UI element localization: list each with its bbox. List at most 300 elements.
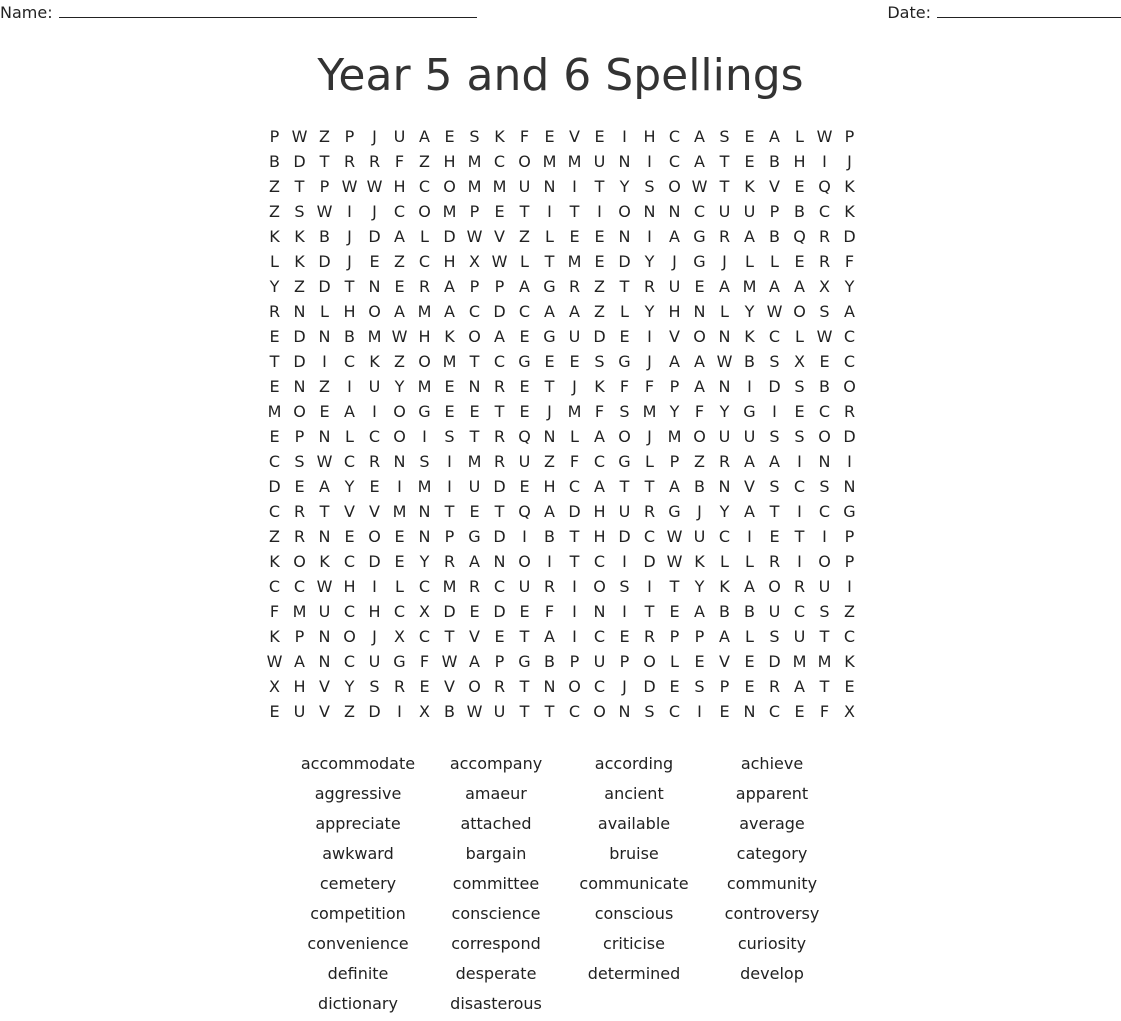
grid-letter[interactable]: K <box>319 552 330 571</box>
grid-letter[interactable]: M <box>742 277 757 296</box>
grid-letter[interactable]: G <box>668 502 681 521</box>
grid-letter[interactable]: L <box>520 252 529 271</box>
grid-letter[interactable]: M <box>567 252 582 271</box>
grid-letter[interactable]: E <box>519 327 530 346</box>
grid-letter[interactable]: O <box>693 327 706 346</box>
grid-letter[interactable]: I <box>372 402 377 421</box>
grid-letter[interactable]: P <box>294 427 305 446</box>
grid-letter[interactable]: T <box>819 677 830 696</box>
grid-letter[interactable]: E <box>794 702 805 721</box>
grid-letter[interactable]: L <box>745 552 754 571</box>
grid-letter[interactable]: L <box>320 302 329 321</box>
grid-letter[interactable]: W <box>666 527 683 546</box>
grid-letter[interactable]: W <box>391 327 408 346</box>
grid-letter[interactable]: G <box>618 352 631 371</box>
grid-letter[interactable]: I <box>522 527 527 546</box>
grid-letter[interactable]: U <box>393 127 406 146</box>
grid-letter[interactable]: I <box>597 202 602 221</box>
grid-letter[interactable]: T <box>544 702 555 721</box>
grid-letter[interactable]: B <box>444 702 455 721</box>
grid-letter[interactable]: J <box>347 252 352 271</box>
grid-letter[interactable]: S <box>769 352 780 371</box>
grid-letter[interactable]: A <box>844 302 855 321</box>
grid-letter[interactable]: W <box>491 252 508 271</box>
grid-letter[interactable]: P <box>719 677 730 696</box>
grid-letter[interactable]: Z <box>319 127 330 146</box>
grid-letter[interactable]: I <box>347 202 352 221</box>
grid-letter[interactable]: I <box>622 127 627 146</box>
grid-letter[interactable]: I <box>797 502 802 521</box>
grid-letter[interactable]: L <box>795 127 804 146</box>
grid-letter[interactable]: A <box>319 477 330 496</box>
grid-letter[interactable]: J <box>372 627 377 646</box>
grid-letter[interactable]: U <box>743 202 756 221</box>
grid-letter[interactable]: C <box>843 627 856 646</box>
grid-letter[interactable]: U <box>718 427 731 446</box>
grid-letter[interactable]: D <box>493 602 506 621</box>
grid-letter[interactable]: T <box>644 477 655 496</box>
grid-letter[interactable]: U <box>618 502 631 521</box>
grid-letter[interactable]: L <box>545 227 554 246</box>
grid-letter[interactable]: P <box>344 127 355 146</box>
grid-letter[interactable]: O <box>618 202 631 221</box>
grid-letter[interactable]: Z <box>519 227 530 246</box>
grid-letter[interactable]: U <box>768 602 781 621</box>
grid-letter[interactable]: W <box>816 327 833 346</box>
grid-letter[interactable]: M <box>817 652 832 671</box>
grid-letter[interactable]: J <box>572 377 577 396</box>
grid-letter[interactable]: E <box>394 527 405 546</box>
grid-letter[interactable]: N <box>418 527 431 546</box>
grid-letter[interactable]: Y <box>669 402 680 421</box>
grid-letter[interactable]: R <box>493 427 506 446</box>
grid-letter[interactable]: P <box>844 552 855 571</box>
grid-letter[interactable]: I <box>747 377 752 396</box>
grid-letter[interactable]: A <box>469 652 480 671</box>
grid-letter[interactable]: E <box>694 277 705 296</box>
grid-letter[interactable]: T <box>469 352 480 371</box>
grid-letter[interactable]: O <box>793 302 806 321</box>
grid-letter[interactable]: A <box>769 452 780 471</box>
grid-letter[interactable]: H <box>343 577 356 596</box>
grid-letter[interactable]: P <box>669 377 680 396</box>
grid-letter[interactable]: E <box>594 227 605 246</box>
grid-letter[interactable]: D <box>618 527 631 546</box>
grid-letter[interactable]: A <box>519 277 530 296</box>
grid-letter[interactable]: L <box>720 552 729 571</box>
grid-letter[interactable]: I <box>347 377 352 396</box>
grid-letter[interactable]: E <box>444 377 455 396</box>
grid-letter[interactable]: T <box>469 427 480 446</box>
grid-letter[interactable]: N <box>718 327 731 346</box>
grid-letter[interactable]: J <box>622 677 627 696</box>
grid-letter[interactable]: N <box>318 527 331 546</box>
grid-letter[interactable]: Q <box>518 502 531 521</box>
grid-letter[interactable]: X <box>419 602 430 621</box>
grid-letter[interactable]: E <box>819 352 830 371</box>
grid-letter[interactable]: T <box>519 677 530 696</box>
grid-letter[interactable]: V <box>319 677 330 696</box>
grid-letter[interactable]: R <box>393 677 406 696</box>
grid-letter[interactable]: U <box>743 427 756 446</box>
grid-letter[interactable]: C <box>768 327 781 346</box>
grid-letter[interactable]: O <box>693 427 706 446</box>
grid-letter[interactable]: R <box>718 452 731 471</box>
grid-letter[interactable]: O <box>368 527 381 546</box>
grid-letter[interactable]: K <box>719 577 730 596</box>
grid-letter[interactable]: V <box>744 477 755 496</box>
grid-letter[interactable]: D <box>368 552 381 571</box>
grid-letter[interactable]: E <box>519 402 530 421</box>
grid-letter[interactable]: A <box>744 577 755 596</box>
grid-letter[interactable]: H <box>668 302 681 321</box>
grid-letter[interactable]: E <box>519 377 530 396</box>
grid-letter[interactable]: O <box>293 402 306 421</box>
grid-letter[interactable]: O <box>293 552 306 571</box>
grid-letter[interactable]: S <box>469 127 480 146</box>
grid-letter[interactable]: C <box>568 477 581 496</box>
grid-letter[interactable]: C <box>668 127 681 146</box>
name-line[interactable] <box>59 3 477 18</box>
grid-letter[interactable]: E <box>594 252 605 271</box>
grid-letter[interactable]: F <box>544 602 555 621</box>
grid-letter[interactable]: P <box>844 127 855 146</box>
grid-letter[interactable]: P <box>294 627 305 646</box>
grid-letter[interactable]: T <box>644 602 655 621</box>
grid-letter[interactable]: I <box>822 152 827 171</box>
grid-letter[interactable]: S <box>819 477 830 496</box>
grid-letter[interactable]: C <box>393 202 406 221</box>
grid-letter[interactable]: C <box>818 502 831 521</box>
grid-letter[interactable]: U <box>518 577 531 596</box>
grid-letter[interactable]: L <box>270 252 279 271</box>
grid-letter[interactable]: S <box>644 702 655 721</box>
grid-letter[interactable]: N <box>818 452 831 471</box>
grid-letter[interactable]: P <box>769 202 780 221</box>
grid-letter[interactable]: K <box>269 627 280 646</box>
grid-letter[interactable]: R <box>643 277 656 296</box>
grid-letter[interactable]: O <box>843 377 856 396</box>
grid-letter[interactable]: A <box>744 452 755 471</box>
grid-letter[interactable]: K <box>269 227 280 246</box>
grid-letter[interactable]: U <box>793 627 806 646</box>
grid-letter[interactable]: L <box>720 302 729 321</box>
grid-letter[interactable]: C <box>343 452 356 471</box>
grid-letter[interactable]: A <box>469 552 480 571</box>
grid-letter[interactable]: I <box>847 577 852 596</box>
grid-letter[interactable]: O <box>468 677 481 696</box>
grid-letter[interactable]: D <box>493 527 506 546</box>
grid-letter[interactable]: R <box>818 252 831 271</box>
grid-letter[interactable]: I <box>397 702 402 721</box>
grid-letter[interactable]: N <box>618 702 631 721</box>
grid-letter[interactable]: A <box>719 277 730 296</box>
grid-letter[interactable]: O <box>418 202 431 221</box>
grid-letter[interactable]: E <box>419 677 430 696</box>
grid-letter[interactable]: F <box>844 252 855 271</box>
grid-letter[interactable]: C <box>343 602 356 621</box>
grid-letter[interactable]: R <box>818 227 831 246</box>
grid-letter[interactable]: V <box>319 702 330 721</box>
grid-letter[interactable]: G <box>393 652 406 671</box>
grid-letter[interactable]: D <box>643 677 656 696</box>
grid-letter[interactable]: M <box>542 152 557 171</box>
grid-letter[interactable]: C <box>493 352 506 371</box>
grid-letter[interactable]: A <box>594 427 605 446</box>
grid-letter[interactable]: T <box>619 277 630 296</box>
grid-letter[interactable]: C <box>693 202 706 221</box>
grid-letter[interactable]: E <box>769 527 780 546</box>
grid-letter[interactable]: F <box>519 127 530 146</box>
grid-letter[interactable]: A <box>544 627 555 646</box>
grid-letter[interactable]: I <box>322 352 327 371</box>
grid-letter[interactable]: R <box>293 527 306 546</box>
grid-letter[interactable]: C <box>468 302 481 321</box>
grid-letter[interactable]: O <box>618 427 631 446</box>
grid-letter[interactable]: O <box>593 577 606 596</box>
grid-letter[interactable]: N <box>843 477 856 496</box>
grid-letter[interactable]: C <box>368 427 381 446</box>
grid-letter[interactable]: E <box>319 402 330 421</box>
grid-letter[interactable]: A <box>544 502 555 521</box>
grid-letter[interactable]: N <box>493 552 506 571</box>
grid-letter[interactable]: C <box>668 152 681 171</box>
grid-letter[interactable]: E <box>494 627 505 646</box>
grid-letter[interactable]: P <box>569 652 580 671</box>
grid-letter[interactable]: A <box>294 652 305 671</box>
grid-letter[interactable]: A <box>344 402 355 421</box>
grid-letter[interactable]: E <box>294 477 305 496</box>
grid-letter[interactable]: Z <box>594 302 605 321</box>
grid-letter[interactable]: N <box>618 227 631 246</box>
grid-letter[interactable]: A <box>594 477 605 496</box>
grid-letter[interactable]: N <box>743 702 756 721</box>
grid-letter[interactable]: R <box>468 577 481 596</box>
grid-letter[interactable]: E <box>269 427 280 446</box>
grid-letter[interactable]: T <box>569 552 580 571</box>
grid-letter[interactable]: H <box>543 477 556 496</box>
grid-letter[interactable]: R <box>768 677 781 696</box>
grid-letter[interactable]: K <box>844 177 855 196</box>
grid-letter[interactable]: S <box>594 352 605 371</box>
grid-letter[interactable]: D <box>293 352 306 371</box>
grid-letter[interactable]: O <box>668 177 681 196</box>
grid-letter[interactable]: E <box>469 602 480 621</box>
name-field[interactable] <box>0 3 477 23</box>
grid-letter[interactable]: T <box>319 502 330 521</box>
grid-letter[interactable]: C <box>793 602 806 621</box>
grid-letter[interactable]: O <box>393 402 406 421</box>
grid-letter[interactable]: W <box>816 127 833 146</box>
grid-letter[interactable]: Z <box>269 177 280 196</box>
grid-letter[interactable]: E <box>694 652 705 671</box>
grid-letter[interactable]: W <box>716 352 733 371</box>
grid-letter[interactable]: L <box>345 427 354 446</box>
grid-letter[interactable]: Q <box>818 177 831 196</box>
grid-letter[interactable]: I <box>547 202 552 221</box>
grid-letter[interactable]: T <box>519 627 530 646</box>
grid-letter[interactable]: L <box>420 227 429 246</box>
grid-letter[interactable]: Q <box>793 227 806 246</box>
grid-letter[interactable]: E <box>744 127 755 146</box>
grid-letter[interactable]: E <box>619 327 630 346</box>
grid-letter[interactable]: W <box>316 452 333 471</box>
grid-letter[interactable]: R <box>368 152 381 171</box>
grid-letter[interactable]: S <box>419 452 430 471</box>
grid-letter[interactable]: I <box>422 427 427 446</box>
grid-letter[interactable]: K <box>744 327 755 346</box>
grid-letter[interactable]: X <box>419 702 430 721</box>
grid-letter[interactable]: R <box>493 677 506 696</box>
grid-letter[interactable]: T <box>494 502 505 521</box>
grid-letter[interactable]: E <box>444 402 455 421</box>
grid-letter[interactable]: Z <box>844 602 855 621</box>
grid-letter[interactable]: E <box>594 127 605 146</box>
grid-letter[interactable]: I <box>797 452 802 471</box>
grid-letter[interactable]: O <box>818 552 831 571</box>
grid-letter[interactable]: B <box>769 227 780 246</box>
grid-letter[interactable]: U <box>593 652 606 671</box>
grid-letter[interactable]: D <box>368 702 381 721</box>
grid-letter[interactable]: Y <box>269 277 280 296</box>
grid-letter[interactable]: D <box>843 427 856 446</box>
grid-letter[interactable]: E <box>719 702 730 721</box>
grid-letter[interactable]: A <box>444 277 455 296</box>
grid-letter[interactable]: L <box>620 302 629 321</box>
grid-letter[interactable]: C <box>843 327 856 346</box>
grid-letter[interactable]: D <box>443 227 456 246</box>
grid-letter[interactable]: E <box>369 477 380 496</box>
grid-letter[interactable]: A <box>669 352 680 371</box>
grid-letter[interactable]: L <box>795 327 804 346</box>
grid-letter[interactable]: Y <box>394 377 405 396</box>
grid-letter[interactable]: N <box>318 427 331 446</box>
grid-letter[interactable]: C <box>818 202 831 221</box>
grid-letter[interactable]: I <box>622 602 627 621</box>
grid-letter[interactable]: W <box>441 652 458 671</box>
grid-letter[interactable]: L <box>745 627 754 646</box>
grid-letter[interactable]: R <box>493 452 506 471</box>
grid-letter[interactable]: J <box>647 427 652 446</box>
grid-letter[interactable]: C <box>843 352 856 371</box>
grid-letter[interactable]: T <box>619 477 630 496</box>
grid-letter[interactable]: C <box>418 627 431 646</box>
grid-letter[interactable]: S <box>794 427 805 446</box>
grid-letter[interactable]: P <box>694 627 705 646</box>
grid-letter[interactable]: T <box>519 702 530 721</box>
grid-letter[interactable]: E <box>569 352 580 371</box>
grid-letter[interactable]: Y <box>694 577 705 596</box>
grid-letter[interactable]: B <box>819 377 830 396</box>
grid-letter[interactable]: H <box>443 252 456 271</box>
grid-letter[interactable]: S <box>644 177 655 196</box>
grid-letter[interactable]: I <box>572 577 577 596</box>
grid-letter[interactable]: E <box>369 252 380 271</box>
grid-letter[interactable]: L <box>570 427 579 446</box>
grid-letter[interactable]: Y <box>744 302 755 321</box>
grid-letter[interactable]: U <box>293 702 306 721</box>
grid-letter[interactable]: K <box>269 552 280 571</box>
grid-letter[interactable]: X <box>269 677 280 696</box>
grid-letter[interactable]: B <box>769 152 780 171</box>
grid-letter[interactable]: O <box>768 577 781 596</box>
grid-letter[interactable]: O <box>518 152 531 171</box>
grid-letter[interactable]: K <box>744 177 755 196</box>
grid-letter[interactable]: T <box>519 202 530 221</box>
date-line[interactable] <box>937 3 1121 18</box>
grid-letter[interactable]: D <box>618 252 631 271</box>
grid-letter[interactable]: J <box>697 502 702 521</box>
grid-letter[interactable]: T <box>444 627 455 646</box>
grid-letter[interactable]: A <box>694 152 705 171</box>
grid-letter[interactable]: U <box>693 527 706 546</box>
grid-letter[interactable]: B <box>744 352 755 371</box>
grid-letter[interactable]: R <box>268 302 281 321</box>
grid-letter[interactable]: N <box>593 602 606 621</box>
grid-letter[interactable]: D <box>493 477 506 496</box>
grid-letter[interactable]: T <box>769 502 780 521</box>
grid-letter[interactable]: N <box>318 327 331 346</box>
grid-letter[interactable]: W <box>316 577 333 596</box>
grid-letter[interactable]: H <box>593 527 606 546</box>
grid-letter[interactable]: S <box>769 477 780 496</box>
grid-letter[interactable]: O <box>593 702 606 721</box>
grid-letter[interactable]: E <box>519 477 530 496</box>
grid-letter[interactable]: G <box>418 402 431 421</box>
grid-letter[interactable]: S <box>769 627 780 646</box>
grid-letter[interactable]: E <box>619 627 630 646</box>
grid-letter[interactable]: X <box>394 627 405 646</box>
grid-letter[interactable]: S <box>294 202 305 221</box>
grid-letter[interactable]: N <box>643 202 656 221</box>
grid-letter[interactable]: M <box>267 402 282 421</box>
grid-letter[interactable]: F <box>394 152 405 171</box>
grid-letter[interactable]: E <box>269 702 280 721</box>
grid-letter[interactable]: I <box>547 552 552 571</box>
grid-letter[interactable]: A <box>794 277 805 296</box>
grid-letter[interactable]: I <box>372 577 377 596</box>
grid-letter[interactable]: E <box>344 527 355 546</box>
grid-letter[interactable]: W <box>691 177 708 196</box>
grid-letter[interactable]: A <box>744 227 755 246</box>
grid-letter[interactable]: T <box>569 527 580 546</box>
grid-letter[interactable]: I <box>447 452 452 471</box>
grid-letter[interactable]: E <box>844 677 855 696</box>
grid-letter[interactable]: D <box>318 277 331 296</box>
grid-letter[interactable]: Y <box>844 277 855 296</box>
grid-letter[interactable]: M <box>417 377 432 396</box>
grid-letter[interactable]: A <box>669 227 680 246</box>
grid-letter[interactable]: Z <box>544 452 555 471</box>
grid-letter[interactable]: D <box>268 477 281 496</box>
grid-letter[interactable]: T <box>819 627 830 646</box>
grid-letter[interactable]: U <box>668 277 681 296</box>
grid-letter[interactable]: M <box>567 152 582 171</box>
grid-letter[interactable]: M <box>417 302 432 321</box>
grid-letter[interactable]: M <box>392 502 407 521</box>
grid-letter[interactable]: O <box>343 627 356 646</box>
grid-letter[interactable]: X <box>819 277 830 296</box>
grid-letter[interactable]: A <box>669 477 680 496</box>
grid-letter[interactable]: S <box>794 377 805 396</box>
grid-letter[interactable]: B <box>319 227 330 246</box>
grid-letter[interactable]: O <box>368 302 381 321</box>
grid-letter[interactable]: T <box>494 402 505 421</box>
grid-letter[interactable]: I <box>647 152 652 171</box>
grid-letter[interactable]: R <box>493 377 506 396</box>
grid-letter[interactable]: G <box>468 527 481 546</box>
grid-letter[interactable]: C <box>418 577 431 596</box>
